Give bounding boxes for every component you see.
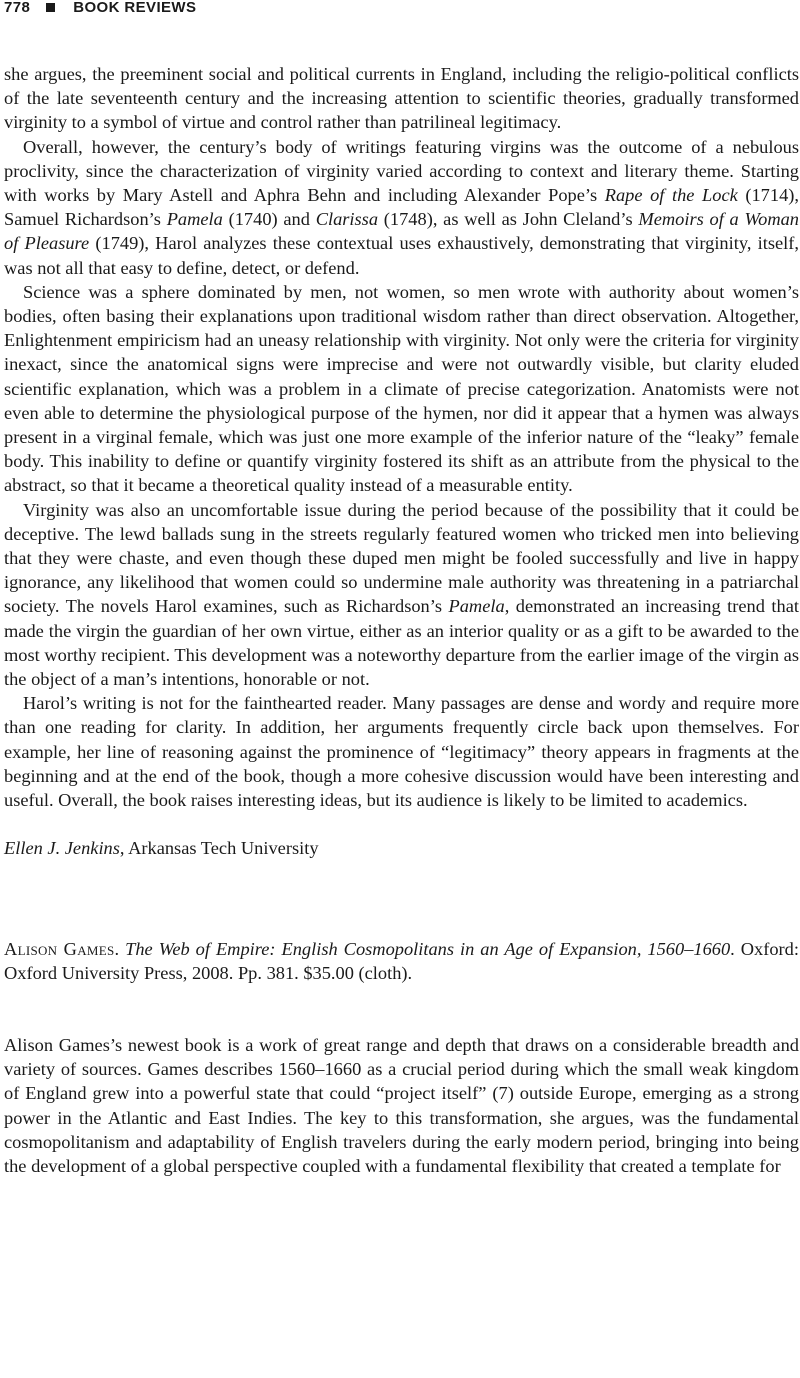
book-citation: Alison Games. The Web of Empire: English Cosmopolitans in an Age of Expansion, 1560–1660. Oxford: Oxford University Press, 2008. Pp. 381. $35.00 (cloth). bbox=[4, 938, 799, 983]
paragraph: Science was a sphere dominated by men, not women, so men wrote with authority about women’s bodies, often basing their explanations upon traditional wisdom rather than direct observation. Altogether, Enlightenment empiricism had an uneasy relationship with virginity. Not only were the criteria for virginity inexact, since the anatomical signs were imprecise and were not outwardly visible, but clarity eluded scientific explanation, which was a problem in a climate of precise categorization. Anatomists were not even able to determine the physiological purpose of the hymen, nor did it appear that a hymen was always present in a virginal female, which was just one more example of the inferior nature of the “leaky” female body. This inability to define or quantify virginity fostered its shift as an attribute from the physical to the abstract, so that it became a theoretical quality instead of a measurable entity. bbox=[4, 281, 799, 496]
paragraph: she argues, the preeminent social and political currents in England, including the religio-political conflicts of the late seventeenth century and the increasing attention to scientific theories, gradually transformed virginity to a symbol of virtue and control rather than patrilineal legitimacy. bbox=[4, 64, 799, 133]
book-title: Clarissa bbox=[315, 209, 379, 230]
section-title: BOOK REVIEWS bbox=[73, 0, 197, 16]
page-number: 778 bbox=[4, 0, 31, 16]
reviewer-affiliation: , Arkansas Tech University bbox=[119, 838, 319, 859]
article-body bbox=[4, 62, 799, 1178]
running-head bbox=[4, 0, 196, 19]
book-title: Rape of the Lock bbox=[604, 185, 738, 206]
paragraph: Virginity was also an uncomfortable issue during the period because of the possibility that it could be deceptive. The lewd ballads sung in the streets regularly featured women who tricked men into believing that they were chaste, and even though these duped men might be fooled successfully and live in happy ignorance, any likelihood that women could so undermine male authority was threatening in a patriarchal society. The novels Harol examines, such as Richardson’s Pamela, demonstrated an increasing trend that made the virgin the guardian of her own virtue, either as an interior quality or as a gift to be awarded to the most worthy recipient. This development was a noteworthy departure from the earlier image of the virgin as the object of a man’s intentions, honorable or not. bbox=[4, 499, 799, 690]
paragraph: Alison Games’s newest book is a work of great range and depth that draws on a considerable breadth and variety of sources. Games describes 1560–1660 as a crucial period during which the small weak kingdom of England grew into a powerful state that could “project itself” (7) outside Europe, emerging as a strong power in the Atlantic and East Indies. The key to this transformation, she argues, was the fundamental cosmopolitanism and adaptability of English travelers during the early modern period, bringing into being the development of a global perspective coupled with a fundamental flexibility that created a template for bbox=[4, 1034, 799, 1176]
reviewer-signature bbox=[4, 836, 799, 860]
book-title: Pamela bbox=[448, 596, 505, 617]
publication-info: Oxford: Oxford University Press, 2008. Pp. 381. $35.00 (cloth). bbox=[4, 938, 799, 983]
paragraph: Overall, however, the century’s body of writings featuring virgins was the outcome of a nebulous proclivity, since the characterization of virginity varied according to context and literary theme. Starting with works by Mary Astell and Aphra Behn and including Alexander Pope’s Rape of the Lock (1714), Samuel Richardson’s Pamela (1740) and Clarissa (1748), as well as John Cleland’s Memoirs of a Woman of Pleasure (1749), Harol analyzes these contextual uses exhaustively, demonstrating that virginity, itself, was not all that easy to define, detect, or defend. bbox=[4, 136, 800, 278]
book-title: The Web of Empire: English Cosmopolitans in an Age of Expansion, 1560–1660 bbox=[125, 938, 731, 959]
square-bullet-icon bbox=[46, 3, 55, 12]
book-title: Memoirs of a Woman of Pleasure bbox=[4, 209, 799, 254]
book-title: Pamela bbox=[166, 209, 223, 230]
book-author: Alison Games bbox=[4, 938, 115, 959]
reviewer-name: Ellen J. Jenkins bbox=[4, 838, 120, 859]
paragraph: Harol’s writing is not for the fainthearted reader. Many passages are dense and wordy and require more than one reading for clarity. In addition, her arguments frequently circle back upon themselves. For example, her line of reasoning against the prominence of “legitimacy” theory appears in fragments at the beginning and at the end of the book, though a more cohesive discussion would have been interesting and useful. Overall, the book raises interesting ideas, but its audience is likely to be limited to academics. bbox=[4, 693, 799, 811]
